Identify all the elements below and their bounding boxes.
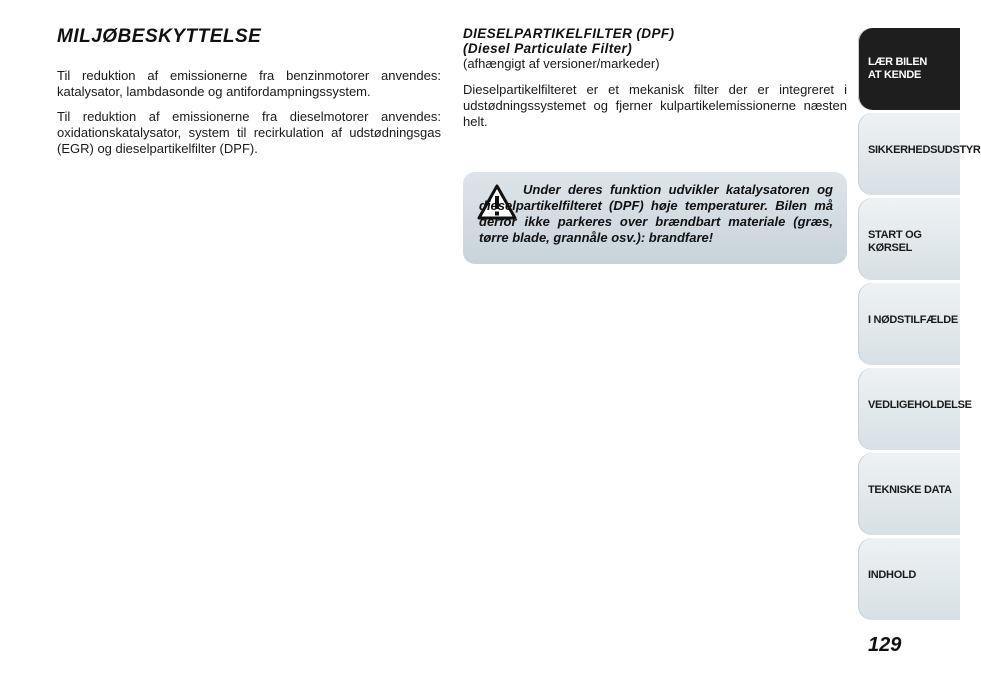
paragraph-petrol: Til reduktion af emissionerne fra benzinmotorer anvendes: katalysator, lambdasonde og antifordampningssystem. (57, 68, 441, 99)
tab-label: START OG KØRSEL (868, 229, 922, 254)
dpf-subtitle: (Diesel Particulate Filter) (463, 41, 633, 56)
page-number: 129 (868, 634, 902, 656)
tab-starting-driving[interactable] (858, 198, 960, 280)
tab-label: TEKNISKE DATA (868, 484, 952, 496)
tab-label: VEDLIGEHOLDELSE (868, 399, 972, 411)
dpf-paragraph: Dieselpartikelfilteret er et mekanisk filter der er integreret i udstødningssystemet og fjerner kulpartikelemissionerne næsten helt. (463, 82, 847, 129)
tab-label: INDHOLD (868, 569, 917, 581)
dpf-title: DIESELPARTIKELFILTER (DPF) (463, 26, 675, 41)
tab-get-to-know-car[interactable] (858, 28, 960, 110)
warning-box (463, 172, 847, 264)
tab-safety[interactable] (858, 113, 981, 195)
tab-maintenance[interactable] (858, 368, 972, 450)
section-title: MILJØBESKYTTELSE (57, 26, 262, 47)
warning-text: Under deres funktion udvikler katalysatoren og dieselpartikelfilteret (DPF) høje temperaturer. Bilen må derfor ikke parkeres over brændbart materiale (græs, tørre blade, grannåle osv.): brandfare! (479, 182, 833, 245)
right-column (463, 26, 847, 139)
tab-label: LÆR BILEN (868, 56, 928, 68)
tab-label: SIKKERHEDSUDSTYR (868, 144, 981, 156)
version-note: (afhængigt af versioner/markeder) (463, 56, 660, 71)
left-column (57, 26, 441, 166)
tab-label: AT KENDE (868, 69, 922, 81)
tab-emergency[interactable] (858, 283, 960, 365)
paragraph-diesel: Til reduktion af emissionerne fra dieselmotorer anvendes: oxidationskatalysator, system til recirkulation af udstødningsgas (EGR) og dieselpartikelfilter (DPF). (57, 109, 441, 156)
chapter-sidebar (858, 28, 981, 623)
tab-label: I NØDSTILFÆLDE (868, 314, 958, 326)
tab-technical-data[interactable] (858, 453, 960, 535)
tab-contents[interactable] (858, 538, 960, 620)
